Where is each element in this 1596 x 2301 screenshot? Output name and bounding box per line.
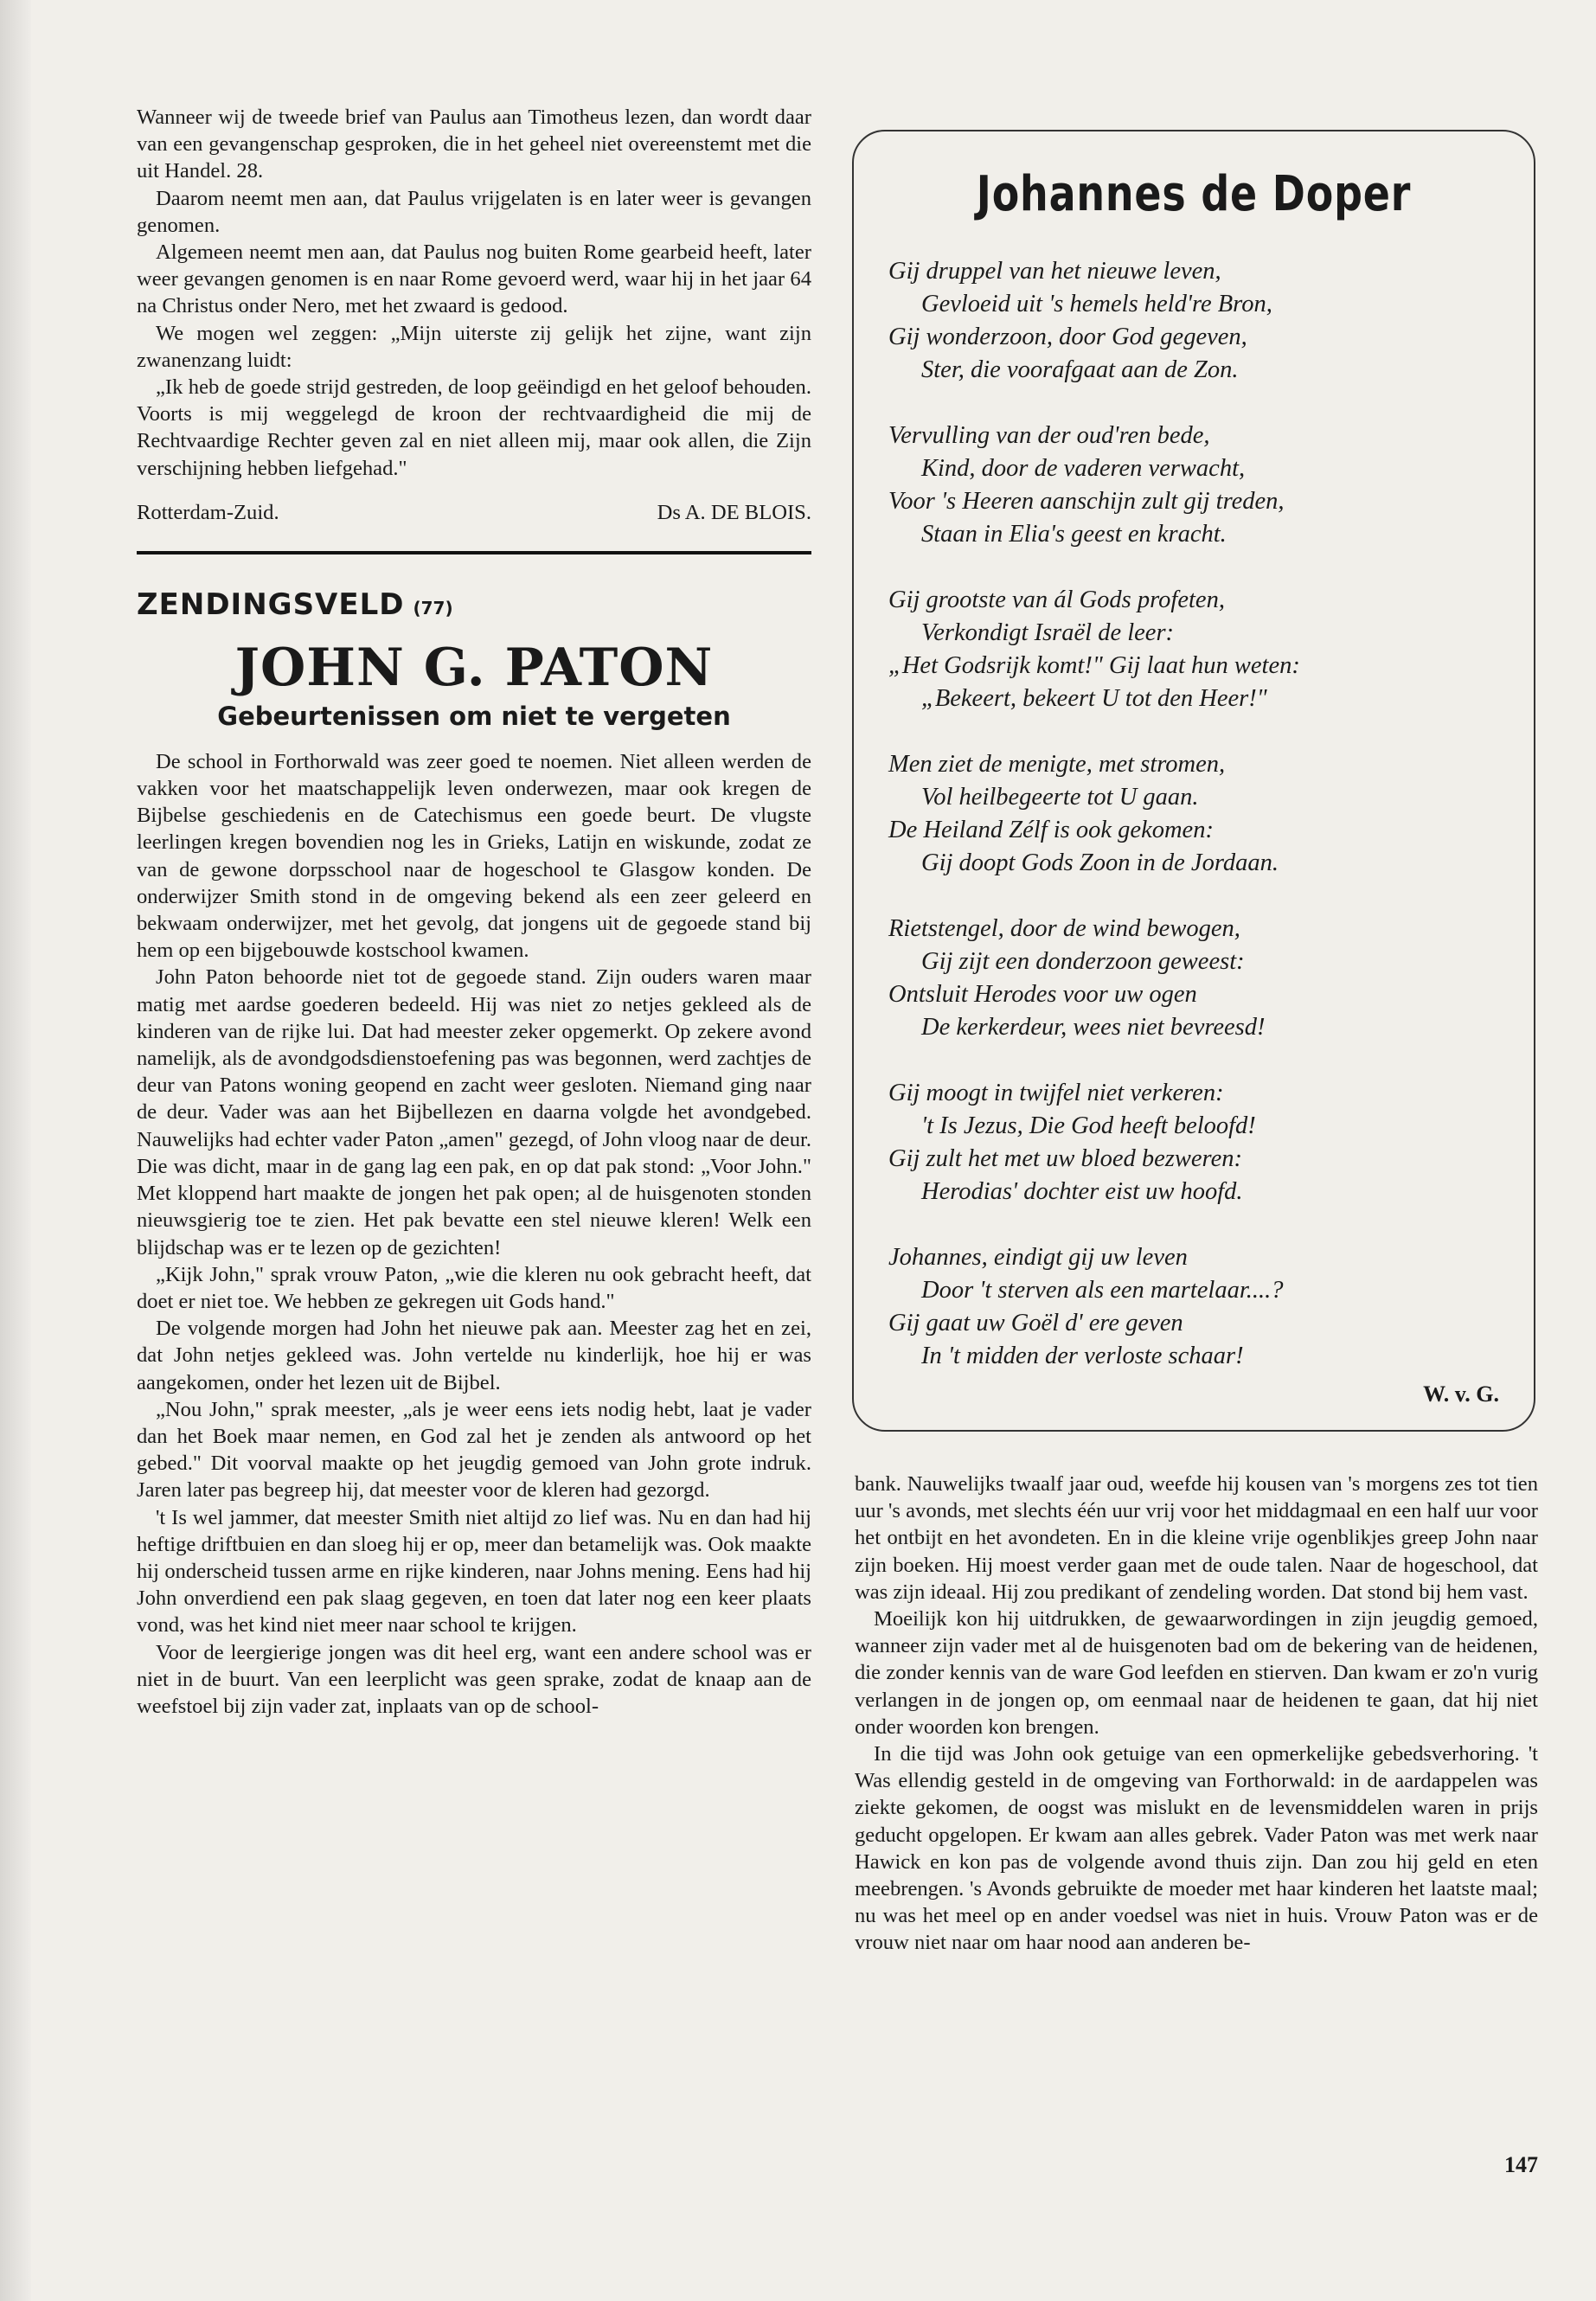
paragraph: Moeilijk kon hij uitdrukken, de gewaarwordingen in zijn jeugdig gemoed, wanneer zijn vader met al de huisgenoten bad om de bekering van de heidenen, die zonder kennis van de ware God leefden en stierven. Dan kwam er zo'n vurig verlangen in de jongen op, om eenmaal naar de heidenen te gaan, dat hij niet onder woorden kon brengen. (855, 1607, 1538, 1739)
paragraph: In die tijd was John ook getuige van een opmerkelijke gebedsverhoring. 't Was ellendig gesteld in de omgeving van Forthorwald: in de aardappelen was ziekte gekomen, de oogst was mislukt en de levensmiddelen waren in prijs geducht opgelopen. Er kwam aan alles gebrek. Vader Paton was met werk naar Hawick en kon pas de volgende avond thuis zijn. Dan zou hij geld en eten meebrengen. 's Avonds gebruikte de moeder met haar kinderen het laatste maal; nu was het meel op en ander voedsel was niet in huis. Vrouw Paton was er de vrouw niet naar om haar nood aan anderen be- (855, 1742, 1538, 1955)
verse-line: Gij doopt Gods Zoon in de Jordaan. (921, 849, 1279, 876)
stanza (888, 748, 1534, 880)
verse-line: Gij zijt een donderzoon geweest: (921, 948, 1245, 975)
section-number: (77) (413, 597, 453, 619)
verse-line: Gevloeid uit 's hemels held're Bron, (921, 291, 1272, 317)
verse-line: Ster, die voorafgaat aan de Zon. (921, 356, 1239, 383)
paragraph: John Paton behoorde niet tot de gegoede stand. Zijn ouders waren maar matig met aardse goederen bedeeld. Hij was niet zo netjes gekleed als de kinderen van de rijke lui. Dat had meester zeker opgemerkt. Op zekere avond namelijk, als de avondgodsdienstoefening pas was begonnen, werd zachtjes de deur van Patons woning geopend en zacht weer gesloten. Niemand ging naar de deur. Vader was aan het Bijbellezen en daarna volgde het avondgebed. Nauwelijks had echter vader Paton „amen" gezegd, of John vloog naar de deur. Die was dicht, maar in de gang lag een pak, en op dat pak stond: „Voor John." Met kloppend hart maakte de jongen het pak open; al de huisgenoten stonden nieuwsgierig toe te zien. Het pak bevatte een stel nieuwe kleren! Welk een blijdschap was er te lezen op de gezichten! (137, 965, 811, 1259)
poem-title: Johannes de Doper (976, 166, 1412, 222)
verse-line: Men ziet de menigte, met stromen, (888, 751, 1226, 778)
article-title: JOHN G. PATON (234, 637, 714, 698)
paragraph: „Ik heb de goede strijd gestreden, de loop geëindigd en het geloof behouden. Voorts is mij weggelegd de kroon der rechtvaardigheid die mij de Rechtvaardige Rechter geven zal en niet alleen mij, maar ook allen, die Zijn verschijning hebben liefgehad." (137, 375, 811, 480)
verse-line: Rietstengel, door de wind bewogen, (888, 915, 1240, 942)
verse-line: Ontsluit Herodes voor uw ogen (888, 981, 1197, 1008)
verse-line: Gij grootste van ál Gods profeten, (888, 586, 1225, 613)
paulus-article-end (137, 104, 811, 525)
place: Rotterdam-Zuid. (137, 500, 279, 524)
page-number: 147 (1504, 2152, 1538, 2177)
verse-line: Gij gaat uw Goël d' ere geven (888, 1310, 1183, 1336)
verse-line: Staan in Elia's geest en kracht. (921, 521, 1227, 548)
verse-line: De Heiland Zélf is ook gekomen: (888, 817, 1214, 843)
divider (137, 551, 811, 554)
stanza (888, 255, 1534, 387)
verse-line: Johannes, eindigt gij uw leven (888, 1244, 1188, 1271)
poem-signature: W. v. G. (1423, 1381, 1499, 1407)
paragraph: Wanneer wij de tweede brief van Paulus aan Timotheus lezen, dan wordt daar van een gevangenschap gesproken, die in het geheel niet overeenstemt met die uit Handel. 28. (137, 106, 811, 183)
paragraph: Daarom neemt men aan, dat Paulus vrijgelaten is en later weer is gevangen genomen. (137, 186, 811, 237)
paragraph: 't Is wel jammer, dat meester Smith niet altijd zo lief was. Nu en dan had hij heftige driftbuien en dan sloeg hij er op, meer dan betamelijk was. Ook maakte hij onderscheid tussen arme en rijke kinderen, naar Johns mening. Eens had hij John onverdiend een pak slaag gegeven, en toen dat later nog een keer plaats vond, was het kind niet meer naar school te krijgen. (137, 1505, 811, 1638)
verse-line: Gij druppel van het nieuwe leven, (888, 258, 1221, 285)
left-column (137, 104, 811, 1720)
article-subtitle: Gebeurtenissen om niet te vergeten (217, 701, 731, 731)
paton-article (137, 748, 811, 1720)
verse-line: Gij wonderzoon, door God gegeven, (888, 324, 1247, 350)
verse-line: Verkondigt Israël de leer: (921, 619, 1175, 646)
verse-line: Voor 's Heeren aanschijn zult gij treden, (888, 488, 1285, 515)
verse-line: Vol heilbegeerte tot U gaan. (921, 784, 1199, 811)
verse-line: Gij zult het met uw bloed bezweren: (888, 1145, 1242, 1172)
stanza (888, 1077, 1534, 1208)
paragraph: De volgende morgen had John het nieuwe pak aan. Meester zag het en zei, dat John netjes gekleed was. John vertelde nu kinderlijk, hoe hij er was aangekomen, onder het lezen uit de Bijbel. (137, 1317, 811, 1394)
paragraph: „Kijk John," sprak vrouw Paton, „wie die kleren nu ook gebracht heeft, dat doet er niet toe. We hebben ze gekregen uit Gods hand." (137, 1262, 811, 1313)
verse-line: Door 't sterven als een martelaar....? (921, 1277, 1284, 1304)
paragraph: Algemeen neemt men aan, dat Paulus nog buiten Rome gearbeid heeft, later weer gevangen genomen is en naar Rome gevoerd werd, waar hij in het jaar 64 na Christus onder Nero, met het zwaard is gedood. (137, 240, 811, 318)
stanza (888, 420, 1534, 551)
verse-line: Kind, door de vaderen verwacht, (921, 455, 1246, 482)
paragraph: De school in Forthorwald was zeer goed te noemen. Niet alleen werden de vakken voor het maatschappelijk leven onderwezen, maar ook kregen de Bijbelse geschiedenis en de Catechismus een goede beurt. De vlugste leerlingen kregen bovendien nog les in Grieks, Latijn en wiskunde, zodat ze van de gewone dorpsschool naar de hogeschool te Glasgow konden. De onderwijzer Smith stond in de omgeving bekend als een zeer geleerd en bekwaam onderwijzer, met het gevolg, dat jongens uit de gegoede stand bij hem op een bijgebouwde kostschool kwamen. (137, 749, 811, 963)
poem-box (852, 130, 1535, 1432)
paragraph: We mogen wel zeggen: „Mijn uiterste zij gelijk het zijne, want zijn zwanenzang luidt: (137, 321, 811, 372)
verse-line: Vervulling van der oud'ren bede, (888, 422, 1210, 449)
stanza (888, 584, 1534, 715)
author: Ds A. DE BLOIS. (657, 500, 811, 524)
paragraph: Voor de leergierige jongen was dit heel erg, want een andere school was er niet in de buurt. Van een leerplicht was geen sprake, zodat de knaap aan de weefstoel bij zijn vader zat, inplaats van op de school- (137, 1640, 811, 1718)
right-column (855, 1471, 1538, 1957)
signature-line (137, 501, 811, 525)
paragraph: bank. Nauwelijks twaalf jaar oud, weefde hij kousen van 's morgens zes tot tien uur 's avonds, met slechts één uur vrij voor het middagmaal en een half uur voor het ontbijt en het avondeten. En in die kleine vrije ogenblikjes greep John naar zijn boeken. Hij moest verder gaan met de oude talen. Naar de hogeschool, dat was zijn ideaal. Hij zou predikant of zendeling worden. Dat stond bij hem vast. (855, 1472, 1538, 1604)
scan-edge (0, 0, 31, 2301)
verse-line: 't Is Jezus, Die God heeft beloofd! (921, 1112, 1256, 1139)
stanza (888, 913, 1534, 1044)
verse-line: Gij moogt in twijfel niet verkeren: (888, 1080, 1224, 1106)
paragraph: „Nou John," sprak meester, „als je weer eens iets nodig hebt, laat je vader dan het Boek maar nemen, en God zal het je zenden als antwoord op het gebed." Dit voorval maakte op het jeugdig gemoed van John grote indruk. Jaren later pas begreep hij, dat meester voor de kleren had gezorgd. (137, 1397, 811, 1503)
verse-line: „Het Godsrijk komt!" Gij laat hun weten: (888, 652, 1300, 679)
stanza (888, 1241, 1534, 1373)
verse-line: Herodias' dochter eist uw hoofd. (921, 1178, 1243, 1205)
verse-line: De kerkerdeur, wees niet bevreesd! (921, 1014, 1266, 1041)
verse-line: „Bekeert, bekeert U tot den Heer!" (921, 685, 1267, 712)
section-heading (137, 587, 811, 622)
section-label: ZENDINGSVELD (137, 586, 405, 622)
verse-line: In 't midden der verloste schaar! (921, 1343, 1244, 1369)
